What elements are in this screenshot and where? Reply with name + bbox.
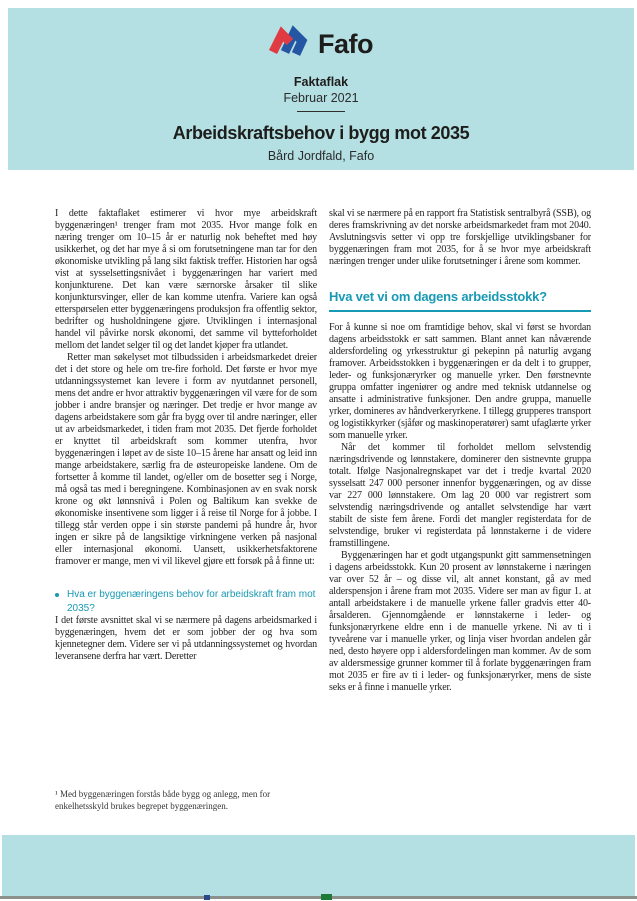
- section-heading: Hva vet vi om dagens arbeidsstokk?: [329, 291, 591, 312]
- date-label: Februar 2021: [283, 91, 359, 105]
- left-column: [55, 208, 317, 663]
- footnote: ¹ Med byggenæringen forstås både bygg og anlegg, men for enkelhetsskyld brukes begrepet byggenæringen.: [55, 789, 271, 811]
- page-title: Arbeidskraftsbehov i bygg mot 2035: [172, 123, 470, 143]
- body-paragraph: I det første avsnittet skal vi se nærmere på dagens arbeidsmarked i byggenæringen, hvem det er som jobber der og hva som kjennetegner dem. Videre ser vi på utdanningssystemet og hvordan leveransene derfra har vært. Deretter: [55, 615, 317, 662]
- bullet-dot-icon: [55, 593, 59, 597]
- header-divider: [297, 111, 345, 112]
- screen-bottom-edge: [0, 896, 637, 899]
- taskbar-speck-green: [321, 894, 332, 900]
- body-paragraph: Retter man søkelyset mot tilbudssiden i arbeidsmarkedet dreier det i det store og hele om tre-fire forhold. Det første er hvor mye utdanningssystemet kan levere i form av nyutdannet personell, mens det andre er hvor attraktiv byggenæringen vil være for de som jobber i andre bransjer og næringer. Det tredje er hvor mange av dagens arbeidstakere som går fra bygg over til andre næringer, eller ut av arbeidsmarkedet, i tiden fram mot 2035. Det fjerde forholdet er knyttet til arbeidskraft som kommer utenfra, hvor byggenæringen i løpet av de siste 10–15 årene har ansatt og leid inn mange arbeidstakere, særlig fra de østeuropeiske landene. Om de fortsetter å komme til landet, og/eller om de bosetter seg i Norge, må også tas med i beregningene. Kombinasjonen av en svak norsk krone og økt lønnsnivå i Polen og Baltikum kan svekke de økonomiske insentivene som ligger i å reise til Norge for å jobbe. I tillegg står verden oppe i sin største pandemi på hundre år, hvor ingen er sikre på de langsiktige virkningene verken på nasjonal eller internasjonal økonomi. Uansett, usikkerhetsfaktorene framover er mange, men vi vil likevel gjøre ett forsøk på å finne ut:: [55, 352, 317, 567]
- body-paragraph: I dette faktaflaket estimerer vi hvor mye arbeidskraft byggenæringen¹ trenger fram mot 2035. Hvor mange folk en næring trenger om 10–15 år er naturlig nok beheftet med høy usikkerhet, og det har mye å si om forutsetningene man tar for den økonomiske utvikling på lang sikt faktisk treffer. Historien har også vist at sysselsettingsnivået i byggenæringen har variert med konjunkturene. Det kan være særnorske årsaker til slike konjunktursvinger, eller de kan komme utenfra. Variere kan også etterspørselen etter byggenæringens produksjon fra offentlig sektor, bedrifter og husholdningene gjøre. Utviklingen i internasjonal handel vil påvirke norsk økonomi, det samme vil bytteforholdet mellom det landet selger til og det landet kjøper fra utlandet.: [55, 208, 317, 351]
- body-paragraph: Byggenæringen har et godt utgangspunkt gitt sammensetningen i dagens arbeidsstokk. Kun 20 prosent av lønnstakerne i næringen var over 52 år – og disse vil, alt annet konstant, gå av med alderspensjon i årene fram mot 2035. Videre ser man av figur 1. at antall arbeidstakere i de manuelle yrkene faller gradvis etter 40-årsalderen. Gjennomgående er lønnstakerne i leder- og funksjonæryrkene eldre enn i de manuelle yrkene. Ni av ti i tyveårene var i manuelle yrker, og linja viser hvordan andelen går ned, desto høyere opp i aldersfordelingen man kommer. Av de som av aldersmessige grunner kommer til å forlate byggenæringen fram mot 2035 er fire av ti i leder- og funksjonæryrker, mens de siste seks er å finne i manuelle yrker.: [329, 550, 591, 693]
- author-line: Bård Jordfald, Fafo: [267, 149, 375, 163]
- body-paragraph: skal vi se nærmere på en rapport fra Statistisk sentralbyrå (SSB), og deres framskrivning av det norske arbeidsmarkedet fram mot 2040. Avslutningsvis setter vi opp tre forskjellige utviklingsbaner for byggenæringen fram mot 2035, for å se hvor mye arbeidskraft næringen trenger under ulike forutsetninger i årene som kommer.: [329, 208, 591, 267]
- fafo-logo-icon: [269, 24, 309, 64]
- series-label: Faktaflak: [293, 75, 349, 89]
- header-band: [8, 8, 634, 170]
- fafo-logo: [8, 24, 634, 64]
- bullet-text: Hva er byggenæringens behov for arbeidskraft fram mot 2035?: [67, 589, 316, 614]
- bullet-list-item: [55, 588, 317, 615]
- right-column: [329, 208, 591, 694]
- body-paragraph: Når det kommer til forholdet mellom selvstendig næringsdrivende og lønnstakere, dominerer den sistnevnte gruppa totalt. Ifølge Nasjonalregnskapet var det i tredje kvartal 2020 sysselsatt 247 000 personer innenfor byggenæringen, og av disse var 227 000 lønnstakere. Om lag 20 000 var registrert som selvstendig næringsdrivende og antallet selvstendige har vært stabilt de siste fem årene. Fordi det mangler registerdata for de selvstendige, bruker vi registerdata på lønnstakerne i de videre framstillingene.: [329, 442, 591, 549]
- taskbar-speck-blue: [204, 895, 210, 900]
- fafo-logo-text: Fafo: [318, 28, 373, 59]
- footer-band: [2, 835, 635, 896]
- body-paragraph: For å kunne si noe om framtidige behov, skal vi først se hvordan dagens arbeidsstokk er satt sammen. Blant annet kan nåværende aldersfordeling og yrkesstruktur gi pekepinn på naturlig avgang framover. Arbeidsstokken i byggenæringen er da delt i to grupper, leder- og funksjonæryrker og manuelle yrker. Den førstnevnte gruppa omfatter ingeniører og andre med teknisk utdannelse og ansatte i administrative funksjoner. Den andre gruppa, manuelle yrker, domineres av håndverkeryrkene. I tillegg grupperes transport og logistikkyrker (sjåfør og maskinoperatører) samt ufaglærte yrker som manuelle yrker.: [329, 322, 591, 441]
